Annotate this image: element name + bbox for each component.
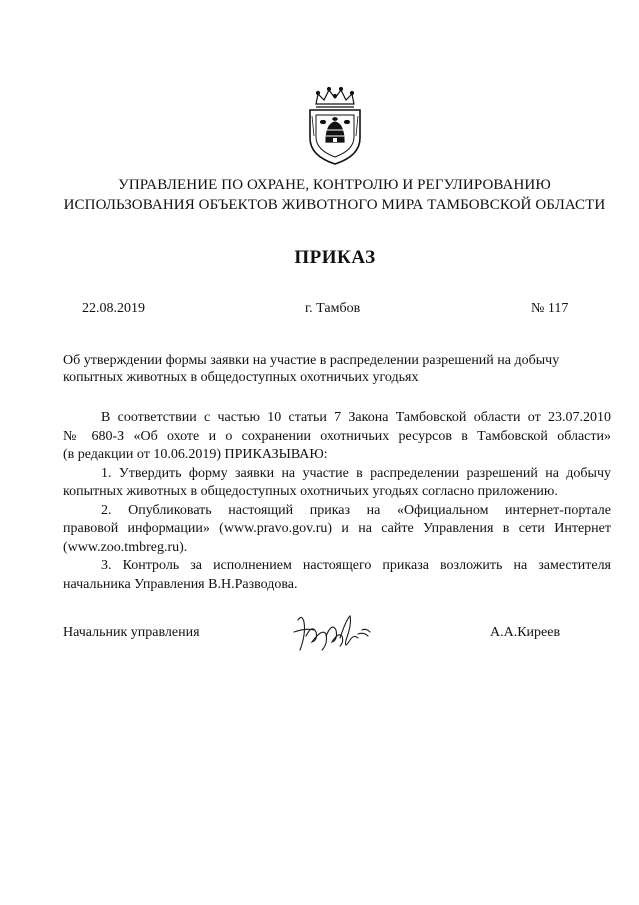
body-line: 2. Опубликовать настоящий приказ на «Официальном интернет-портале [101,502,611,518]
body-line: 1. Утвердить форму заявки на участие в распределении разрешений на добычу [101,465,611,481]
document-body [63,409,611,594]
body-line: В соответствии с частью 10 статьи 7 Закона Тамбовской области от 23.07.2010 [101,410,611,425]
document-city: г. Тамбов [305,301,361,316]
body-line: копытных животных в общедоступных охотничьих угодьях согласно приложению. [63,484,558,499]
document-subject [63,352,623,386]
subject-line: Об утверждении формы заявки на участие в распределении разрешений на добычу [63,353,560,368]
document-title: ПРИКАЗ [294,247,376,268]
body-line: 3. Контроль за исполнением настоящего приказа возложить на заместителя [101,558,611,573]
subject-line: копытных животных в общедоступных охотничьих угодьях [63,370,419,385]
signatory-position: Начальник управления [63,625,200,640]
coat-of-arms-icon [304,86,366,166]
body-line: (www.zoo.tmbreg.ru). [63,539,188,555]
body-line: № 680-З «Об охоте и о сохранении охотничьих ресурсов в Тамбовской области» [63,428,611,444]
body-line: (в редакции от 10.06.2019) ПРИКАЗЫВАЮ: [63,447,328,462]
document-date: 22.08.2019 [82,301,145,316]
signatory-name: А.А.Киреев [490,625,561,640]
body-line: начальника Управления В.Н.Разводова. [63,576,298,592]
document-number: № 117 [531,301,569,316]
organization-name-line-2: ИСПОЛЬЗОВАНИЯ ОБЪЕКТОВ ЖИВОТНОГО МИРА ТАМБОВСКОЙ ОБЛАСТИ [63,197,606,213]
body-line: правовой информации» (www.pravo.gov.ru) и на сайте Управления в сети Интернет [63,521,611,536]
handwritten-signature-icon [292,610,374,658]
organization-name-line-1: УПРАВЛЕНИЕ ПО ОХРАНЕ, КОНТРОЛЮ И РЕГУЛИРОВАНИЮ [118,177,551,193]
